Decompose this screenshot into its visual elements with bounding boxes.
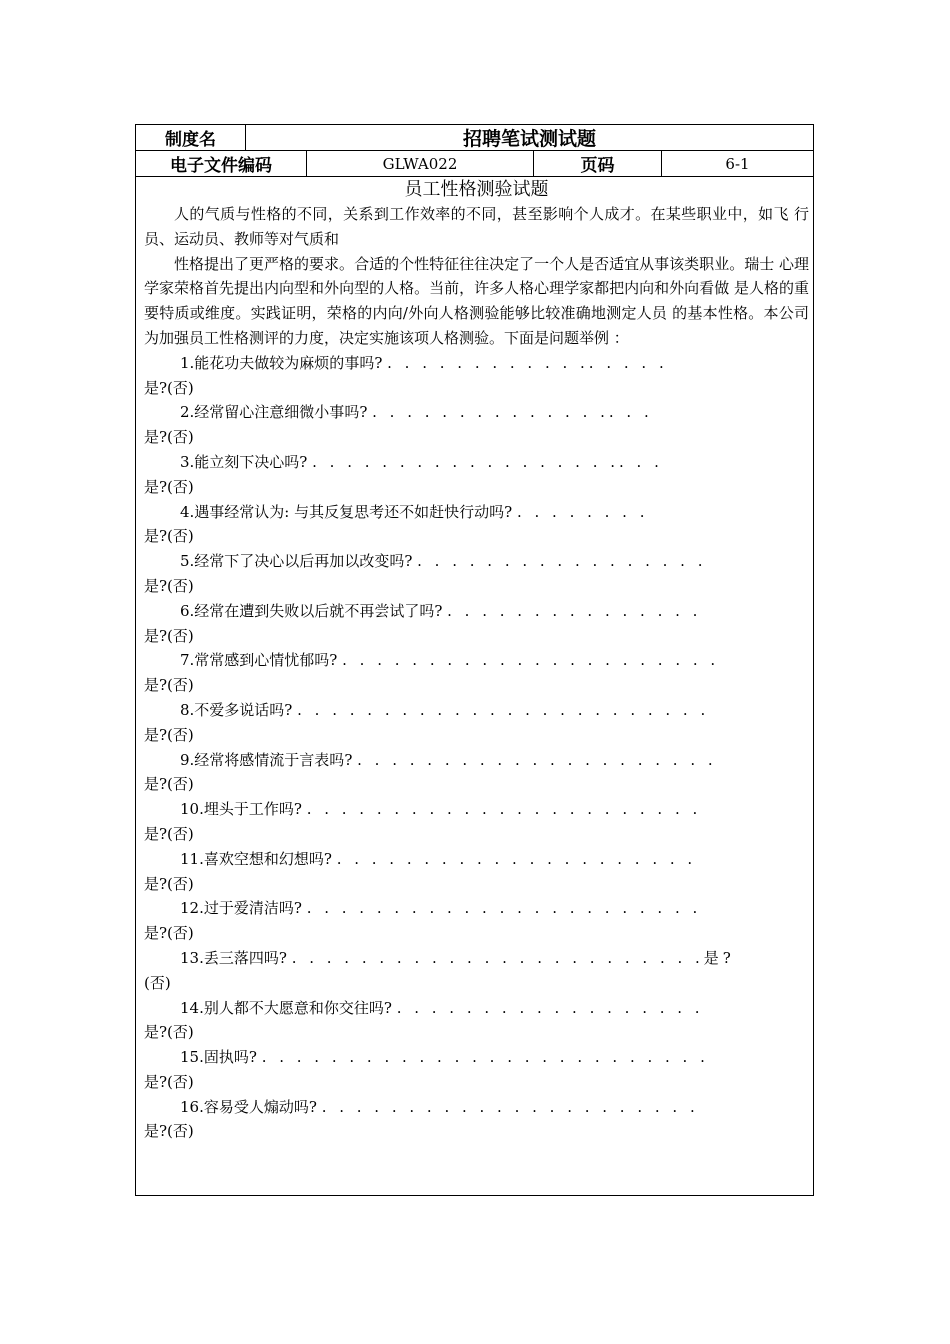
question-answer: 是?(否) [144, 775, 194, 794]
question-list [144, 351, 809, 1145]
question-answer: 是?(否) [144, 1023, 194, 1042]
question-answer: 是?(否) [144, 378, 194, 397]
question-leader-dots: . . . . . . . . . . . . . . . . . . . . . [357, 750, 717, 769]
question-answer: 是?(否) [144, 1072, 194, 1091]
question-answer: 是?(否) [144, 824, 194, 843]
question-item [144, 599, 809, 649]
page-label: 页码 [533, 151, 661, 176]
question-leader-dots: . . . . . . . . . . . .. . . . . [387, 353, 668, 372]
question-leader-dots: . . . . . . . . . . . . . . . . . . . . . . . [306, 800, 702, 819]
question-leader-dots: . . . . . . . . . . . . . . . . . . . . . . . . . . [261, 1048, 709, 1067]
question-line [144, 450, 809, 475]
header-row-file-info [136, 151, 813, 177]
question-answer: 是?(否) [144, 626, 194, 645]
document-title: 员工性格测验试题 [404, 179, 549, 200]
intro-paragraph-1: 人的气质与性格的不同，关系到工作效率的不同，甚至影响个人成才。在某些职业中，如飞 行员、运动员、教师等对气质和 [144, 205, 809, 248]
system-name-label: 制度名 [165, 130, 216, 150]
question-text: 7.常常感到心情忧郁吗? [180, 651, 338, 670]
question-text: 4.遇事经常认为: 与其反复思考还不如赶快行动吗? [180, 502, 513, 521]
question-line [144, 896, 809, 921]
question-leader-dots: . . . . . . . . . . . . . . . [447, 601, 702, 620]
question-text: 2.经常留心注意细微小事吗? [180, 403, 368, 422]
question-text: 15.固执吗? [180, 1048, 257, 1067]
question-text: 5.经常下了决心以后再加以改变吗? [180, 552, 413, 571]
question-line [144, 648, 809, 673]
question-item [144, 797, 809, 847]
question-item [144, 996, 809, 1046]
question-text: 13.丢三落四吗? [180, 948, 287, 967]
question-text: 16.容易受人煽动吗? [180, 1097, 317, 1116]
question-answer: 是?(否) [144, 527, 194, 546]
question-item [144, 351, 809, 401]
system-name-value: 招聘笔试测试题 [245, 125, 813, 150]
document-frame [135, 124, 814, 1196]
question-answer: 是?(否) [144, 477, 194, 496]
question-answer: 是?(否) [144, 924, 194, 943]
question-line [144, 996, 809, 1021]
question-leader-dots: . . . . . . . . . . . . . . . . . [417, 552, 707, 571]
question-item [144, 698, 809, 748]
question-leader-dots: . . . . . . . . [516, 502, 649, 521]
question-line [144, 400, 809, 425]
question-leader-dots: . . . . . . . . . . . . . . . . . .. . . [312, 452, 663, 471]
question-leader-dots: . . . . . . . . . . . . . . . . . . . . . . . . [297, 700, 710, 719]
question-line [144, 698, 809, 723]
question-text: 14.别人都不大愿意和你交往吗? [180, 998, 392, 1017]
intro-paragraph-2: 性格提出了更严格的要求。合适的个性特征往往决定了一个人是否适宜从事该类职业。瑞士 心理学家荣格首先提出内向型和外向型的人格。当前，许多人格心理学家都把内向和外向看做 是人格的重要特质或维度。实践证明，荣格的内向/外向人格测验能够比较准确地测定人员 的基本性格。本公司为加强员工性格测评的力度，决定实施该项人格测验。下面是问题举例 ： [144, 254, 809, 347]
question-item [144, 946, 809, 996]
question-text: 6.经常在遭到失败以后就不再尝试了吗? [180, 601, 443, 620]
question-text: 9.经常将感情流于言表吗? [180, 750, 353, 769]
question-item [144, 500, 809, 550]
question-line [144, 1095, 809, 1120]
question-answer: 是?(否) [144, 428, 194, 447]
question-leader-dots: . . . . . . . . . . . . . . . . . . . . . . . [306, 899, 702, 918]
question-line [144, 847, 809, 872]
question-line [144, 946, 809, 971]
question-leader-dots: . . . . . . . . . . . . . . . . . . . . . . [342, 651, 720, 670]
question-line [144, 599, 809, 624]
question-item [144, 1045, 809, 1095]
question-leader-dots: . . . . . . . . . . . . . . . . . . [396, 998, 704, 1017]
question-answer: 是?(否) [144, 1122, 194, 1141]
question-item [144, 400, 809, 450]
question-item [144, 648, 809, 698]
question-answer: 是?(否) [144, 576, 194, 595]
document-body [144, 177, 809, 1144]
question-item [144, 748, 809, 798]
page-value: 6-1 [661, 151, 813, 176]
question-item [144, 1095, 809, 1145]
question-item [144, 847, 809, 897]
question-leader-dots: . . . . . . . . . . . . . . . . . . . . . . . .是? [291, 948, 735, 967]
file-code-label: 电子文件编码 [170, 156, 272, 176]
question-leader-dots: . . . . . . . . . . . . . . . . . . . . . . [321, 1097, 699, 1116]
question-text: 12.过于爱清洁吗? [180, 899, 302, 918]
question-text: 3.能立刻下决心吗? [180, 452, 308, 471]
question-text: 8.不爱多说话吗? [180, 700, 293, 719]
question-line [144, 748, 809, 773]
question-answer: 是?(否) [144, 874, 194, 893]
question-line [144, 351, 809, 376]
header-row-system-name [136, 125, 813, 151]
question-leader-dots: . . . . . . . . . . . . . .. . . [372, 403, 653, 422]
question-item [144, 549, 809, 599]
question-line [144, 1045, 809, 1070]
question-item [144, 896, 809, 946]
question-answer: 是?(否) [144, 725, 194, 744]
question-leader-dots: . . . . . . . . . . . . . . . . . . . . . [336, 849, 697, 868]
question-answer: (否) [144, 973, 171, 992]
file-code-value: GLWA022 [306, 151, 533, 176]
question-line [144, 500, 809, 525]
question-item [144, 450, 809, 500]
question-text: 1.能花功夫做较为麻烦的事吗? [180, 353, 383, 372]
question-text: 11.喜欢空想和幻想吗? [180, 849, 332, 868]
question-answer: 是?(否) [144, 676, 194, 695]
question-line [144, 797, 809, 822]
question-text: 10.埋头于工作吗? [180, 800, 302, 819]
question-line [144, 549, 809, 574]
